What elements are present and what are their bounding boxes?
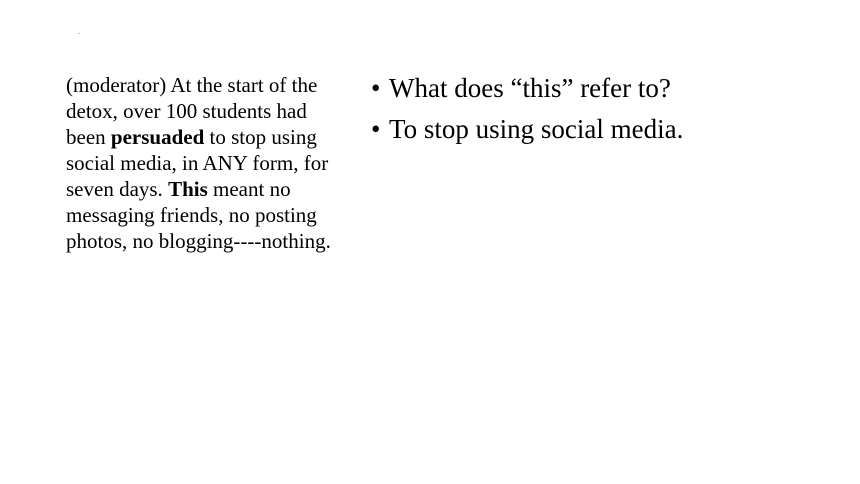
bullet-question-text: What does “this” refer to?: [389, 73, 671, 103]
corner-dot: .: [78, 27, 80, 36]
bullet-answer: [371, 113, 831, 145]
bullet-marker: •: [371, 73, 381, 103]
bullet-question: [371, 72, 831, 104]
passage-text-2: to stop using social media, in ANY form, for seven days.: [66, 125, 329, 201]
bullet-marker: •: [371, 114, 381, 144]
passage-text-3: meant no messaging friends, no posting photos, no blogging----nothing.: [66, 177, 331, 253]
passage-text-1: (moderator) At the start of the detox, over 100 students had been: [66, 73, 318, 149]
question-bullet-list: [371, 72, 831, 154]
bullet-answer-text: To stop using social media.: [389, 114, 684, 144]
reading-passage: [66, 72, 341, 254]
passage-keyword-persuaded: persuaded: [110, 125, 205, 149]
passage-keyword-this: This: [168, 177, 208, 201]
